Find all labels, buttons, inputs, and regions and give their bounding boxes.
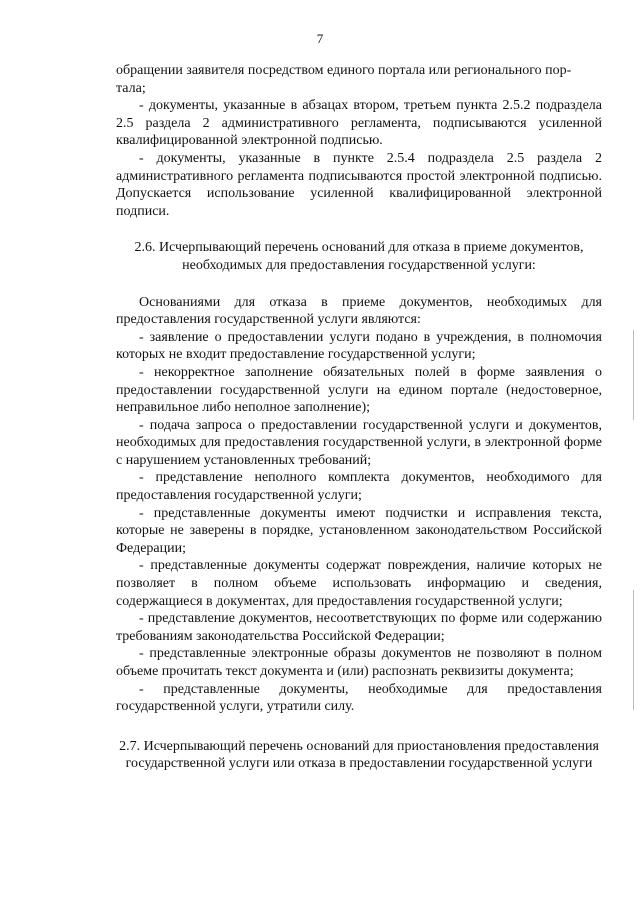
section-heading-2-7: 2.7. Исчерпывающий перечень оснований для приостановления предоставления государственной услуги или отказа в предоставлении государственной услуги	[119, 738, 599, 772]
scan-edge-line	[633, 590, 634, 710]
list-item: - представленные документы содержат повреждения, наличие которых не позволяет в полном объеме использовать информацию и сведения, содержащиеся в документах, для предоставления государственной услуги;	[116, 558, 602, 609]
page-number: 7	[316, 31, 324, 46]
grounds-list	[116, 329, 602, 716]
list-item: - представленные документы имеют подчистки и исправления текста, которые не заверены в порядке, установленном законодательством Российской Федерации;	[116, 505, 602, 556]
paragraph: обращении заявителя посредством единого портала или регионального пор-	[116, 63, 572, 78]
list-item: - подача запроса о предоставлении государственной услуги и документов, необходимых для предоставления государственной услуги, в электронной форме с нарушением установленных требований;	[116, 417, 602, 468]
paragraph: - документы, указанные в пункте 2.5.4 подраздела 2.5 раздела 2 административного регламента подписываются простой электронной подписью. Допускается использование усиленной квалифицированной электронной подписи.	[116, 150, 602, 219]
grounds-intro: Основаниями для отказа в приеме документов, необходимых для предоставления государственной услуги являются:	[116, 294, 602, 328]
section-heading-2-6: 2.6. Исчерпывающий перечень оснований для отказа в приеме документов, необходимых для предоставления государственной услуги:	[134, 240, 584, 273]
paragraph: тала;	[116, 80, 146, 96]
list-item: - представленные электронные образы документов не позволяют в полном объеме прочитать текст документа и (или) распознать реквизиты документа;	[116, 646, 602, 679]
paragraph: - документы, указанные в абзацах втором, третьем пункта 2.5.2 подраздела 2.5 раздела 2 административного регламента, подписываются усиленной квалифицированной электронной подписью.	[116, 98, 602, 149]
document-body	[116, 62, 602, 792]
list-item: - представленные документы, необходимые для предоставления государственной услуги, утратили силу.	[116, 681, 602, 715]
list-item: - некорректное заполнение обязательных полей в форме заявления о предоставлении государственной услуги на едином портале (недостоверное, неправильное либо неполное заполнение);	[116, 364, 602, 416]
list-item: - представление документов, несоответствующих по форме или содержанию требованиям законодательства Российской Федерации;	[116, 611, 602, 644]
scan-edge-line	[633, 330, 634, 420]
list-item: - заявление о предоставлении услуги подано в учреждения, в полномочия которых не входит предоставление государственной услуги;	[116, 329, 602, 363]
list-item: - представление неполного комплекта документов, необходимого для предоставления государственной услуги;	[116, 470, 602, 504]
